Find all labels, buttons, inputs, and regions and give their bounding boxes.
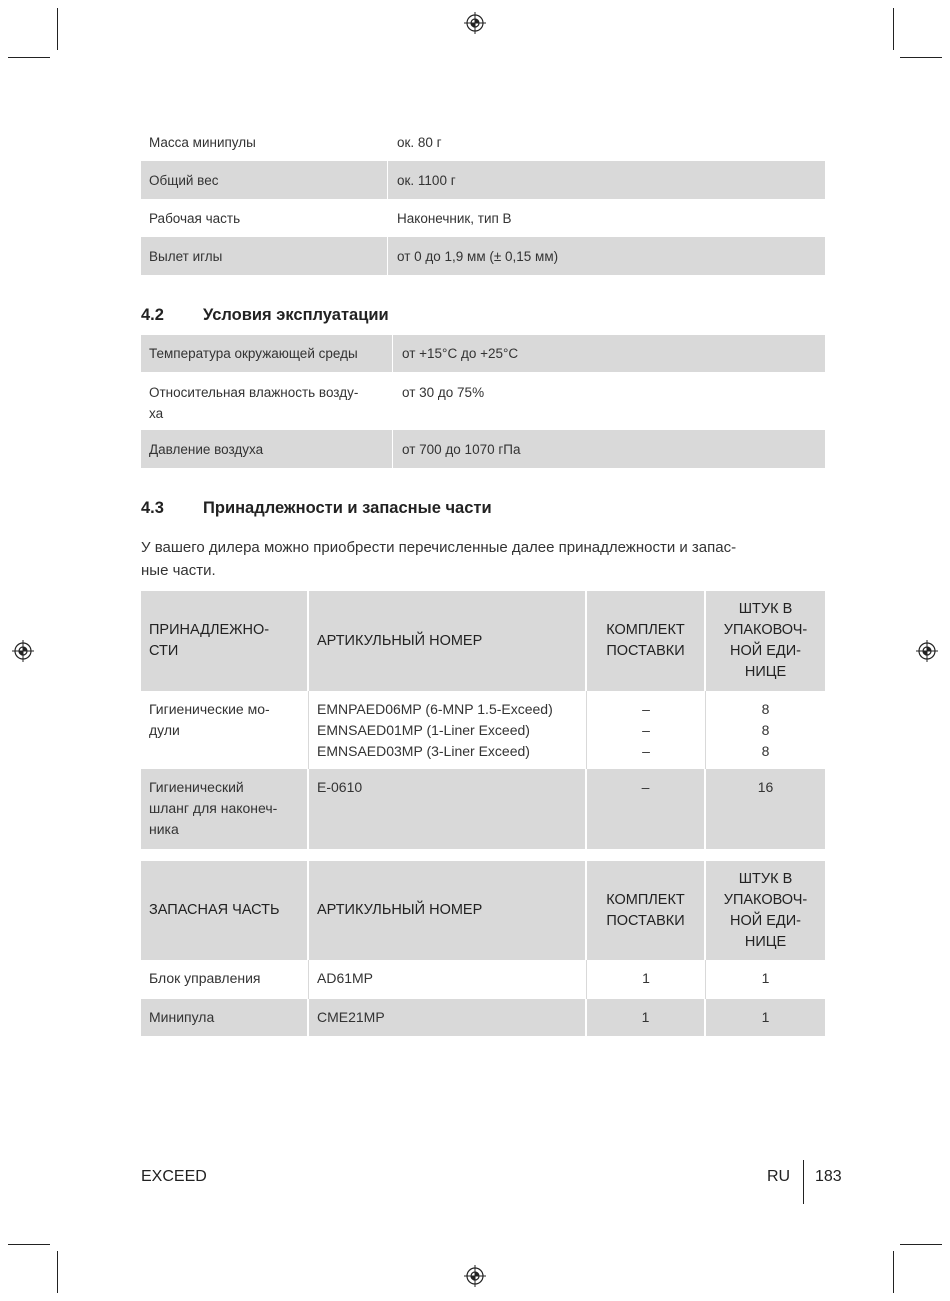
article-number: EMNPAED06MP (6-MNP 1.5-Exceed) EMNSAED01MP (1-Liner Exceed) EMNSAED03MP (3-Liner Exceed): [309, 691, 587, 769]
accessory-name: Гигиенические мо- дули: [141, 691, 309, 769]
spec-value: Наконечник, тип B: [397, 210, 512, 226]
spec-value: ок. 1100 г: [388, 161, 825, 199]
registration-mark-icon: [12, 640, 34, 662]
specs-table: [141, 124, 825, 275]
table-header-row: [141, 861, 825, 960]
spec-value: ок. 80 г: [397, 135, 442, 150]
registration-mark-icon: [916, 640, 938, 662]
table-row: [141, 960, 825, 999]
spec-label: Общий вес: [141, 161, 388, 199]
column-header: ЗАПАСНАЯ ЧАСТЬ: [141, 861, 309, 960]
article-number: CME21MP: [309, 999, 587, 1036]
column-header: АРТИКУЛЬНЫЙ НОМЕР: [309, 861, 587, 960]
column-header: КОМПЛЕКТ ПОСТАВКИ: [587, 591, 706, 691]
section-heading-4-2: [141, 306, 389, 325]
condition-label: Давление воздуха: [141, 430, 393, 468]
table-row: [141, 161, 825, 199]
spec-label: Рабочая часть: [141, 199, 388, 237]
footer-language: RU: [767, 1168, 791, 1185]
spare-parts-table: [141, 861, 825, 1036]
registration-mark-icon: [464, 1265, 486, 1287]
section-intro: У вашего дилера можно приобрести перечисленные далее принадлежности и запас- ные части.: [141, 539, 737, 579]
crop-mark: [57, 1251, 58, 1293]
column-header: ПРИНАДЛЕЖНО- СТИ: [141, 591, 309, 691]
footer-divider: [803, 1160, 804, 1204]
article-number: AD61MP: [309, 960, 587, 999]
pack-quantity: 16: [706, 769, 825, 849]
table-header-row: [141, 591, 825, 691]
crop-mark: [893, 1251, 894, 1293]
table-row: [141, 769, 825, 849]
pack-quantity: 8 8 8: [761, 701, 770, 759]
section-title: Условия эксплуатации: [203, 306, 389, 324]
crop-mark: [900, 1244, 942, 1245]
crop-mark: [900, 57, 942, 58]
section-number: 4.2: [141, 306, 164, 324]
crop-mark: [893, 8, 894, 50]
spec-label: Вылет иглы: [141, 237, 388, 275]
section-number: 4.3: [141, 499, 164, 517]
table-row: [141, 237, 825, 275]
section-heading-4-3: [141, 499, 492, 518]
table-row: [141, 372, 825, 430]
accessory-name: Гигиенический шланг для наконеч- ника: [141, 769, 309, 849]
spec-value: от 0 до 1,9 мм (± 0,15 мм): [388, 237, 825, 275]
spare-part-name: Блок управления: [141, 960, 309, 999]
table-row: [141, 199, 825, 237]
operating-conditions-table: [141, 335, 825, 468]
set-value: 1: [587, 999, 706, 1036]
set-value: – – –: [587, 691, 706, 769]
column-header: КОМПЛЕКТ ПОСТАВКИ: [587, 861, 706, 960]
registration-mark-icon: [464, 12, 486, 34]
condition-value: от 700 до 1070 гПа: [393, 430, 825, 468]
set-value: 1: [587, 960, 706, 999]
condition-value: от 30 до 75%: [402, 385, 485, 400]
article-number: E-0610: [309, 769, 587, 849]
table-row: [141, 124, 825, 161]
set-value: –: [587, 769, 706, 849]
condition-label: Температура окружающей среды: [141, 335, 393, 372]
accessories-table: [141, 591, 825, 849]
column-header: АРТИКУЛЬНЫЙ НОМЕР: [309, 591, 587, 691]
column-header: ШТУК В УПАКОВОЧ- НОЙ ЕДИ- НИЦЕ: [706, 591, 825, 691]
crop-mark: [57, 8, 58, 50]
table-row: [141, 999, 825, 1036]
pack-quantity: 1: [761, 970, 770, 986]
table-row: [141, 430, 825, 468]
spare-part-name: Минипула: [141, 999, 309, 1036]
crop-mark: [8, 1244, 50, 1245]
condition-label: Относительная влажность возду- ха: [141, 372, 393, 430]
column-header: ШТУК В УПАКОВОЧ- НОЙ ЕДИ- НИЦЕ: [706, 861, 825, 960]
crop-mark: [8, 57, 50, 58]
page-number: 183: [815, 1168, 842, 1185]
spec-label: Масса минипулы: [141, 124, 388, 161]
section-title: Принадлежности и запасные части: [203, 499, 492, 517]
table-row: [141, 335, 825, 372]
condition-value: от +15°C до +25°C: [393, 335, 825, 372]
pack-quantity: 1: [706, 999, 825, 1036]
table-row: [141, 691, 825, 769]
footer-brand: EXCEED: [141, 1168, 207, 1185]
